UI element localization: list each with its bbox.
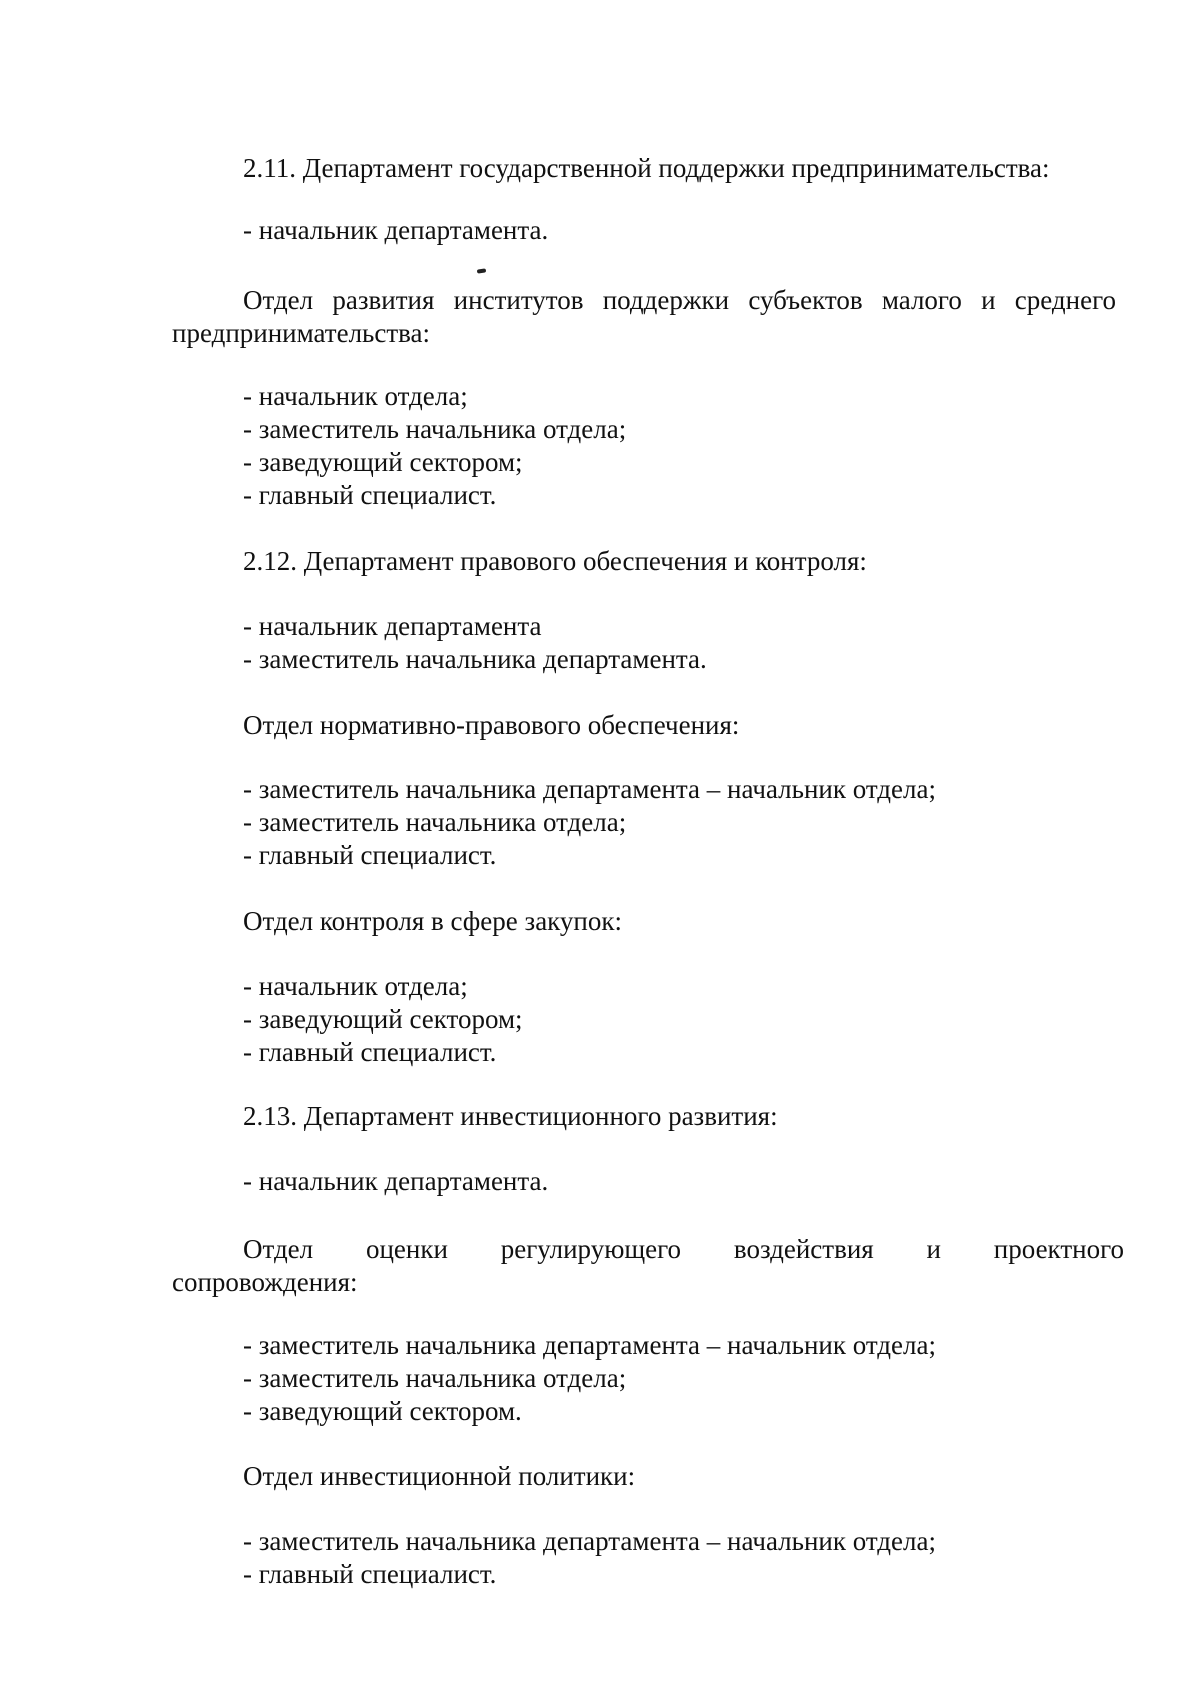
scan-mark: [477, 268, 486, 273]
unit-positions-institutions-support: [243, 380, 626, 512]
list-item: - начальник департамента.: [243, 1166, 549, 1196]
list-item: - заведующий сектором.: [243, 1396, 522, 1426]
title-word: Отдел: [243, 1234, 314, 1264]
list-item: - заместитель начальника департамента.: [243, 644, 707, 674]
list-item: - главный специалист.: [243, 480, 497, 510]
unit-title-procurement-control: Отдел контроля в сфере закупок:: [243, 906, 622, 936]
unit-positions-regulatory-impact: [243, 1329, 936, 1428]
list-item: - заместитель начальника отдела;: [243, 1363, 627, 1393]
unit-title-normative-legal: Отдел нормативно-правового обеспечения:: [243, 710, 740, 740]
title-word: проектного: [993, 1234, 1124, 1264]
list-item: - главный специалист.: [243, 1559, 497, 1589]
list-item: - главный специалист.: [243, 840, 497, 870]
title-word: и: [926, 1234, 941, 1264]
list-item: - заместитель начальника отдела;: [243, 807, 627, 837]
list-item: - главный специалист.: [243, 1037, 497, 1067]
title-word: оценки: [365, 1234, 448, 1264]
list-item: - заместитель начальника департамента – начальник отдела;: [243, 1330, 936, 1360]
list-item: - заместитель начальника отдела;: [243, 414, 627, 444]
unit-title-regulatory-impact: [172, 1233, 1124, 1299]
unit-positions-investment-policy: [243, 1525, 936, 1591]
list-item: - начальник департамента.: [243, 215, 549, 245]
list-item: - начальник отдела;: [243, 971, 468, 1001]
unit-positions-normative-legal: [243, 773, 936, 872]
list-item: - заместитель начальника департамента – начальник отдела;: [243, 1526, 936, 1556]
title-word: воздействия: [733, 1234, 874, 1264]
unit-title-institutions-support: Отдел развития институтов поддержки субъектов малого и среднего предпринимательства:: [172, 285, 1116, 348]
section-heading-2-13: 2.13. Департамент инвестиционного развития:: [243, 1101, 778, 1131]
unit-title-first-line: [172, 1233, 1124, 1266]
list-item: - заведующий сектором;: [243, 447, 523, 477]
list-item: - заведующий сектором;: [243, 1004, 523, 1034]
list-item: - начальник департамента: [243, 611, 542, 641]
department-head-list-2-13: [243, 1165, 548, 1198]
list-item: - заместитель начальника департамента – начальник отдела;: [243, 774, 936, 804]
title-word: регулирующего: [500, 1234, 682, 1264]
department-head-list-2-11: [243, 214, 548, 247]
section-heading-2-12: 2.12. Департамент правового обеспечения и контроля:: [243, 546, 867, 576]
section-heading-2-11: 2.11. Департамент государственной поддержки предпринимательства:: [243, 153, 1050, 183]
list-item: - начальник отдела;: [243, 381, 468, 411]
unit-title-second-line: сопровождения:: [172, 1267, 358, 1297]
unit-positions-procurement-control: [243, 970, 523, 1069]
department-head-list-2-12: [243, 610, 707, 676]
unit-title-investment-policy: Отдел инвестиционной политики:: [243, 1461, 636, 1491]
